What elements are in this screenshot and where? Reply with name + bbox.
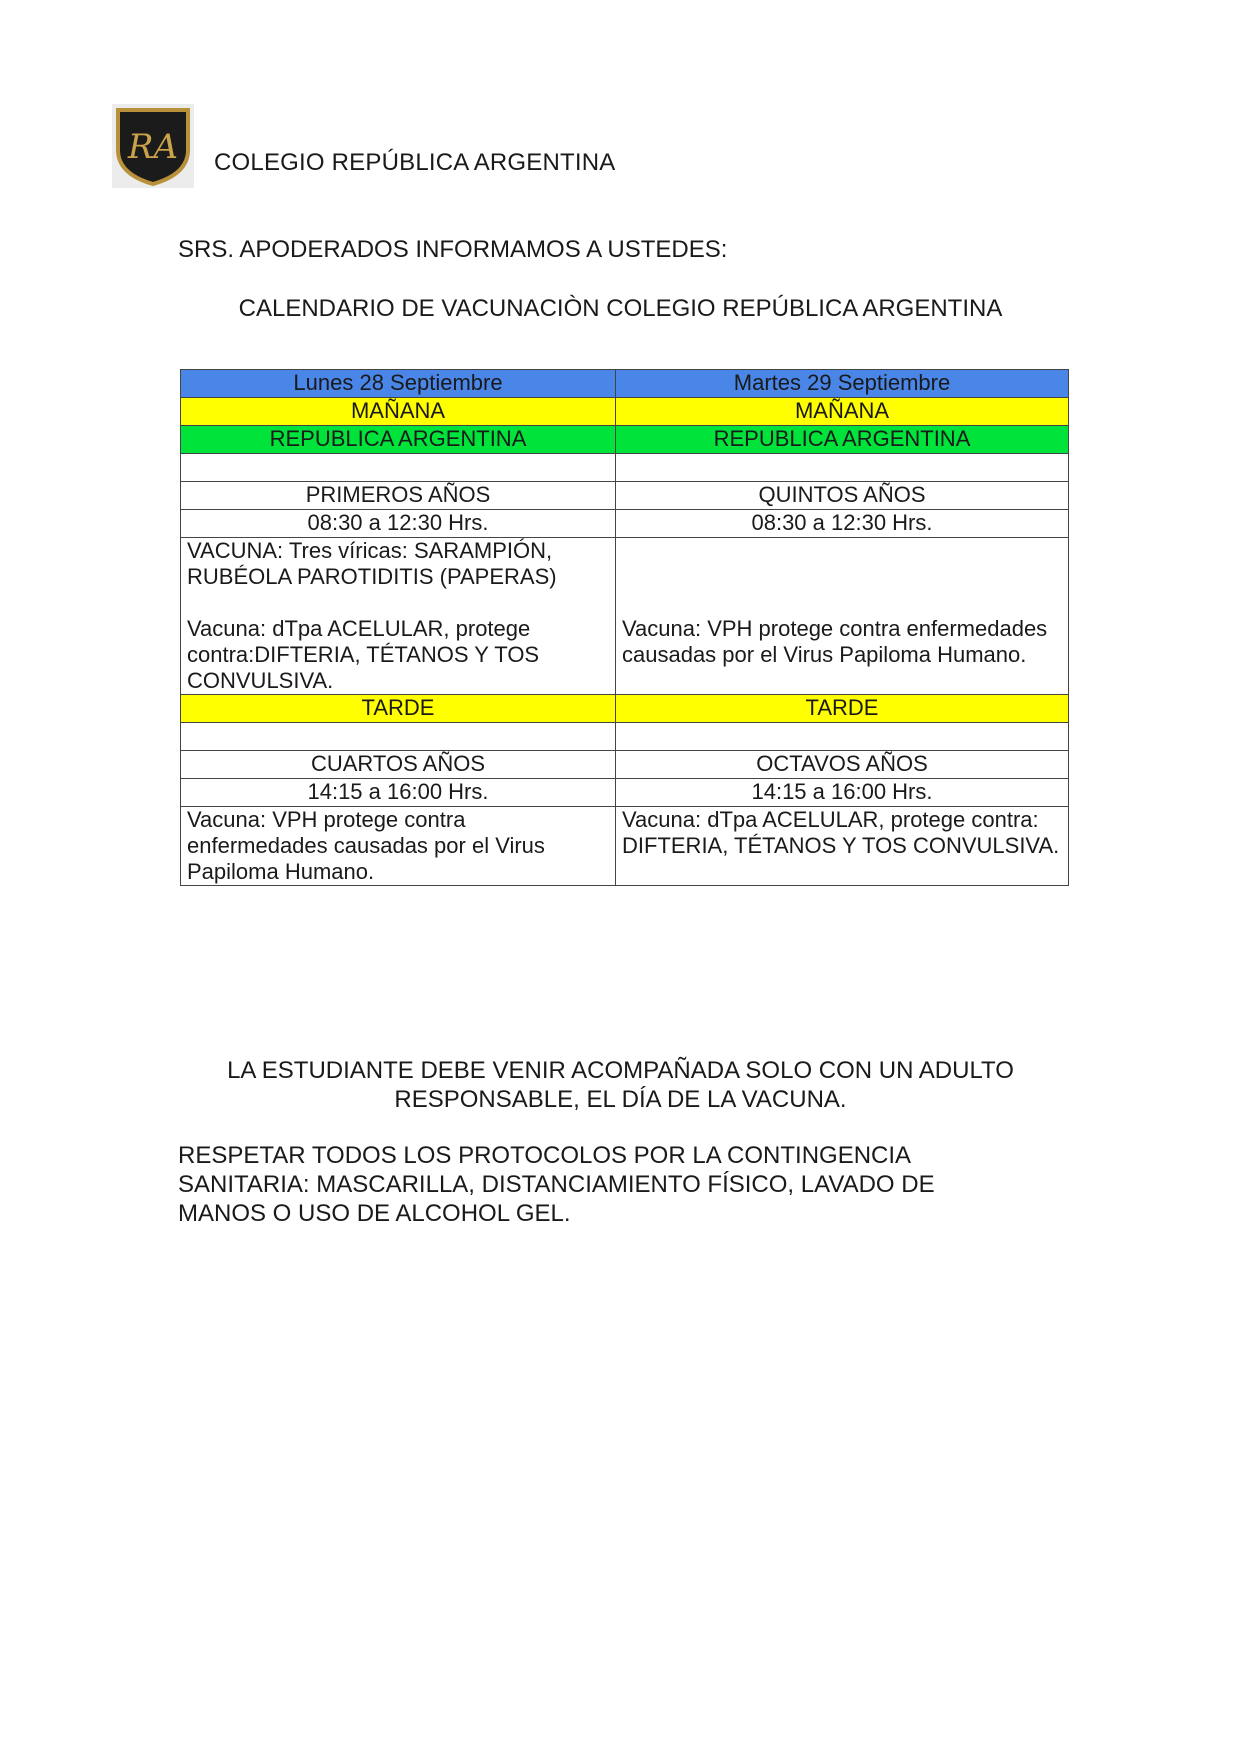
vaccination-schedule-table: [180, 369, 1069, 886]
day-2-school-label: REPUBLICA ARGENTINA: [616, 426, 1069, 454]
date-row: [181, 370, 1069, 398]
day-1-afternoon-grade: CUARTOS AÑOS: [181, 751, 616, 779]
day-1-school-label: REPUBLICA ARGENTINA: [181, 426, 616, 454]
day-2-morning-label: MAÑANA: [616, 398, 1069, 426]
empty-row: [181, 723, 1069, 751]
afternoon-time-row: [181, 779, 1069, 807]
day-1-afternoon-label: TARDE: [181, 695, 616, 723]
vaccine-triple-viral: VACUNA: Tres víricas: SARAMPIÓN, RUBÉOLA PAROTIDITIS (PAPERAS): [187, 538, 557, 589]
day-2-afternoon-label: TARDE: [616, 695, 1069, 723]
day-1-afternoon-time: 14:15 a 16:00 Hrs.: [181, 779, 616, 807]
empty-cell: [181, 454, 616, 482]
afternoon-vaccine-row: [181, 807, 1069, 886]
day-2-morning-grade: QUINTOS AÑOS: [616, 482, 1069, 510]
empty-cell: [181, 723, 616, 751]
day-1-morning-vaccines: [181, 538, 616, 695]
afternoon-row: [181, 695, 1069, 723]
protocols-notice: RESPETAR TODOS LOS PROTOCOLOS POR LA CONTINGENCIA SANITARIA: MASCARILLA, DISTANCIAMIENTO FÍSICO, LAVADO DE MANOS O USO DE ALCOHOL GEL.: [178, 1142, 935, 1227]
day-2-morning-vaccines: [616, 538, 1069, 695]
morning-vaccine-row: [181, 538, 1069, 695]
empty-cell: [616, 723, 1069, 751]
empty-cell: [616, 454, 1069, 482]
calendar-title: CALENDARIO DE VACUNACIÒN COLEGIO REPÚBLICA ARGENTINA: [238, 295, 1003, 322]
morning-time-row: [181, 510, 1069, 538]
companion-notice: [0, 1056, 1241, 1114]
logo-monogram: RA: [127, 127, 179, 167]
day-1-morning-grade: PRIMEROS AÑOS: [181, 482, 616, 510]
day-1-morning-label: MAÑANA: [181, 398, 616, 426]
day-2-afternoon-vaccine: Vacuna: dTpa ACELULAR, protege contra: DIFTERIA, TÉTANOS Y TOS CONVULSIVA.: [616, 807, 1069, 886]
day-2-date: Martes 29 Septiembre: [616, 370, 1069, 398]
day-2-afternoon-time: 14:15 a 16:00 Hrs.: [616, 779, 1069, 807]
morning-grade-row: [181, 482, 1069, 510]
day-2-morning-time: 08:30 a 12:30 Hrs.: [616, 510, 1069, 538]
afternoon-grade-row: [181, 751, 1069, 779]
school-row: [181, 426, 1069, 454]
day-1-date: Lunes 28 Septiembre: [181, 370, 616, 398]
vaccine-vph: Vacuna: VPH protege contra enfermedades causadas por el Virus Papiloma Humano.: [622, 616, 1048, 667]
vaccine-dtpa: Vacuna: dTpa ACELULAR, protege contra:DIFTERIA, TÉTANOS Y TOS CONVULSIVA.: [187, 616, 540, 693]
school-crest-logo: [112, 104, 194, 188]
morning-row: [181, 398, 1069, 426]
companion-notice-text: LA ESTUDIANTE DEBE VENIR ACOMPAÑADA SOLO CON UN ADULTO RESPONSABLE, EL DÍA DE LA VACUNA.: [227, 1057, 1014, 1113]
school-name: COLEGIO REPÚBLICA ARGENTINA: [214, 149, 616, 176]
day-1-morning-time: 08:30 a 12:30 Hrs.: [181, 510, 616, 538]
empty-row: [181, 454, 1069, 482]
day-2-afternoon-grade: OCTAVOS AÑOS: [616, 751, 1069, 779]
intro-heading: SRS. APODERADOS INFORMAMOS A USTEDES:: [178, 236, 728, 263]
day-1-afternoon-vaccine: Vacuna: VPH protege contra enfermedades causadas por el Virus Papiloma Humano.: [181, 807, 616, 886]
